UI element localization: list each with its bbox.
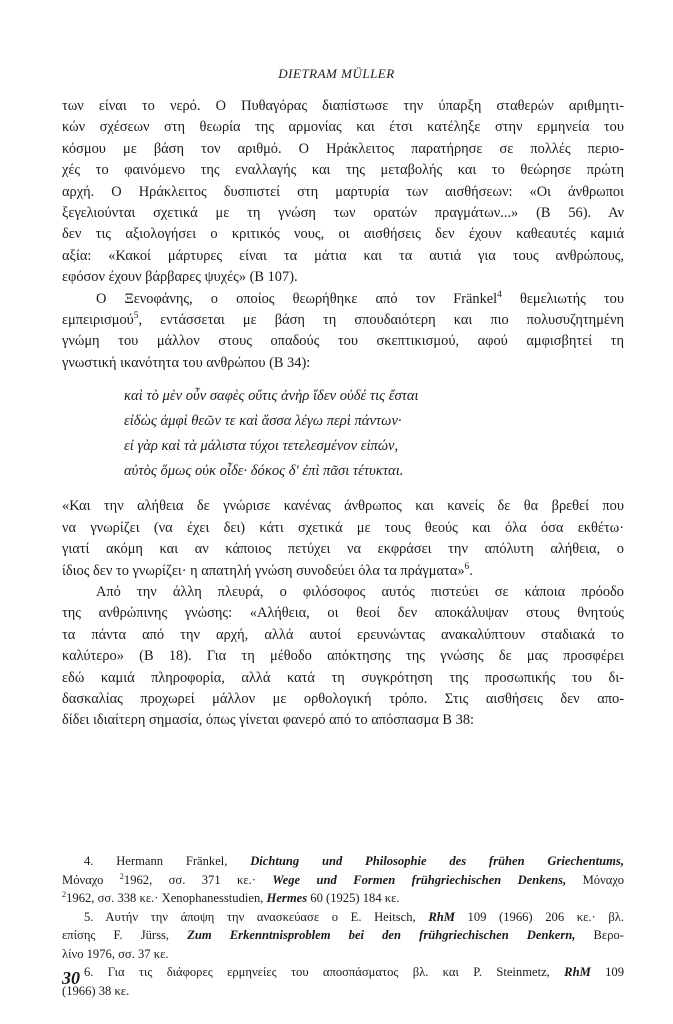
footnote-6 [62, 963, 624, 1000]
text-line: Από την άλλη πλευρά, ο φιλόσοφος αυτός πιστεύει σε κάποια πρόοδο [96, 583, 624, 600]
text-fragment: θεμελιωτής του [501, 290, 624, 307]
citation-title: Wege und Formen frühgriechischen Denkens, [272, 872, 567, 887]
paragraph-2 [62, 289, 624, 375]
running-head: DIETRAM MÜLLER [278, 66, 395, 81]
footnote-line [62, 963, 624, 982]
paragraph-3 [62, 496, 624, 582]
footnotes [62, 852, 624, 1000]
text-line [62, 561, 624, 582]
text-fragment: 1962, σσ. 338 κε.· Xenophanesstudien, [66, 891, 267, 905]
text-line: γνωστική ικανότητα του ανθρώπου (Β 34): [62, 354, 311, 371]
text-fragment: Μόναχο [62, 872, 120, 887]
text-line: δίδει ιδιαίτερη σημασία, όπως γίνεται φανερό από το απόσπασμα Β 38: [62, 712, 475, 729]
citation-title: Hermes [266, 891, 308, 905]
text-line: κόσμου με βάση τον αριθμό. Ο Ηράκλειτος παρατήρησε σε πολλές περιο- [62, 140, 624, 157]
edition-mark: 2 [119, 871, 124, 881]
text-line [62, 310, 624, 331]
quote-line: αὐτὸς ὅμως οὐκ οἶδε· δόκος δ' ἐπὶ πᾶσι τέτυκται. [124, 463, 404, 480]
text-fragment: Ο Ξενοφάνης, ο οποίος θεωρήθηκε από τον Fränkel [96, 290, 498, 307]
text-line: «Και την αλήθεια δε γνώρισε κανένας άνθρωπος και κανείς δε θα βρεθεί που [62, 498, 624, 515]
text-line: τα πάντα από την αρχή, αλλά αυτοί ερευνώντας ανακαλύπτουν σταδιακά το [62, 626, 624, 643]
footnote-line [62, 908, 624, 927]
text-fragment: 1962, σσ. 371 κε.· [123, 872, 273, 887]
page-number: 30 [62, 968, 80, 988]
text-fragment: Μόναχο [566, 872, 625, 887]
edition-mark: 2 [62, 889, 67, 899]
citation-title: Dichtung und Philosophie des frühen Griechentums, [250, 854, 624, 868]
text-fragment: 109 (1966) 206 κε.· βλ. [454, 909, 624, 924]
footnote-5 [62, 908, 624, 964]
footnote-line: (1966) 38 κε. [62, 983, 130, 998]
citation-title: Zum Erkenntnisproblem bei den frühgriechischen Denkern, [187, 928, 576, 942]
text-line: των είναι το νερό. Ο Πυθαγόρας διαπίστωσε την ύπαρξη σταθερών αριθμητι- [62, 98, 624, 114]
text-fragment: ίδιος δεν το γνωρίζει· η απατηλή γνώση συνοδεύει όλα τα πράγματα» [62, 562, 465, 579]
greek-quotation [124, 384, 624, 484]
text-fragment: επίσης F. Jürss, [62, 928, 188, 942]
text-fragment: 5. Αυτήν την άποψη την ανασκεύασε ο E. Heitsch, [84, 909, 429, 924]
text-fragment: , εντάσσεται με βάση τη σπουδαιότερη και πιο πολυσυζητημένη [138, 312, 624, 329]
text-line: αρχή. Ο Ηράκλειτος δυσπιστεί στη μαρτυρία των αισθήσεων: «Οι άνθρωποι [62, 183, 624, 200]
text-line: εδώ καμιά πληροφορία, αλλά κατά τη συγκρότηση της προσωπικής του δι- [62, 669, 624, 686]
text-fragment: 6. Για τις διάφορες ερμηνείες του αποσπάσματος βλ. και P. Steinmetz, [84, 965, 565, 979]
text-line: καλύτερο» (Β 18). Για τη μέθοδο απόκτησης της γνώσης δε μας προσφέρει [62, 648, 624, 665]
footnote-4 [62, 852, 624, 908]
text-line: εφόσον έχουν βάρβαρες ψυχές» (Β 107). [62, 269, 298, 286]
quote-line: εἰ γὰρ καὶ τὰ μάλιστα τύχοι τετελεσμένον εἰπών, [124, 438, 399, 455]
text-line: αξία: «Κακοί μάρτυρες είναι τα μάτια και τα αυτιά για τους ανθρώπους, [62, 247, 624, 264]
citation-title: RhM [564, 965, 591, 979]
footnote-ref: 4 [497, 289, 502, 300]
text-fragment: 60 (1925) 184 κε. [307, 891, 400, 905]
paragraph-4 [62, 582, 624, 732]
footnote-line [62, 852, 624, 871]
footnote-ref: 5 [133, 311, 139, 322]
text-fragment: 109 [590, 965, 625, 979]
text-line: γνώμη του μάλλον στους οπαδούς του σκεπτικισμού, αφού αμφισβητεί τη [62, 333, 624, 350]
text-fragment: εμπειρισμού [62, 312, 134, 329]
text-line: ξεγελιούνται σχετικά με τη γνώση των ορατών πραγμάτων...» (Β 56). Αν [62, 205, 624, 222]
text-line: χές το φαινόμενο της εναλλαγής και της μεταβολής και το θεώρησε πρώτη [62, 162, 624, 179]
citation-title: RhM [428, 909, 455, 924]
text-line: γιατί ακόμη και αν κάποιος πετύχει να εκφράσει την απόλυτη αλήθεια, ο [62, 541, 624, 558]
footnote-line [62, 926, 624, 945]
main-text [62, 96, 624, 732]
quote-line: εἰδὼς ἀμφὶ θεῶν τε καὶ ἅσσα λέγω περὶ πάντων· [124, 413, 402, 430]
text-fragment: Βερο- [575, 928, 624, 942]
text-line: κών σχέσεων στη θεωρία της αρμονίας και έτσι κατέληξε στην ερμηνεία του [62, 119, 624, 136]
paragraph-1 [62, 96, 624, 289]
text-line: δεν τις αξιολογήσει ο κριτικός νους, οι αισθήσεις δεν έχουν καθεαυτές καμιά [62, 226, 624, 243]
text-line [62, 289, 624, 310]
footnote-line: λίνο 1976, σσ. 37 κε. [62, 946, 169, 961]
quote-line: καὶ τὸ μὲν οὖν σαφὲς οὔτις ἀνὴρ ἴδεν οὐδέ τις ἔσται [124, 388, 419, 405]
text-fragment: 4. Hermann Fränkel, [84, 854, 251, 868]
text-fragment: . [469, 562, 473, 579]
text-line: δασκαλίας προχωρεί μάλλον με ορθολογική τρόπο. Στις αισθήσεις δεν απο- [62, 690, 624, 707]
footnote-line [62, 871, 624, 890]
footnote-ref: 6 [464, 561, 470, 572]
footnote-line [62, 889, 624, 908]
text-line: της ανθρώπινης γνώσης: «Αλήθεια, οι θεοί δεν αποκάλυψαν στους θνητούς [62, 605, 624, 622]
text-line: να γνωρίζει (να έχει δει) κάτι σχετικά με τους θεούς και όλα όσα εκθέτω· [62, 519, 624, 536]
